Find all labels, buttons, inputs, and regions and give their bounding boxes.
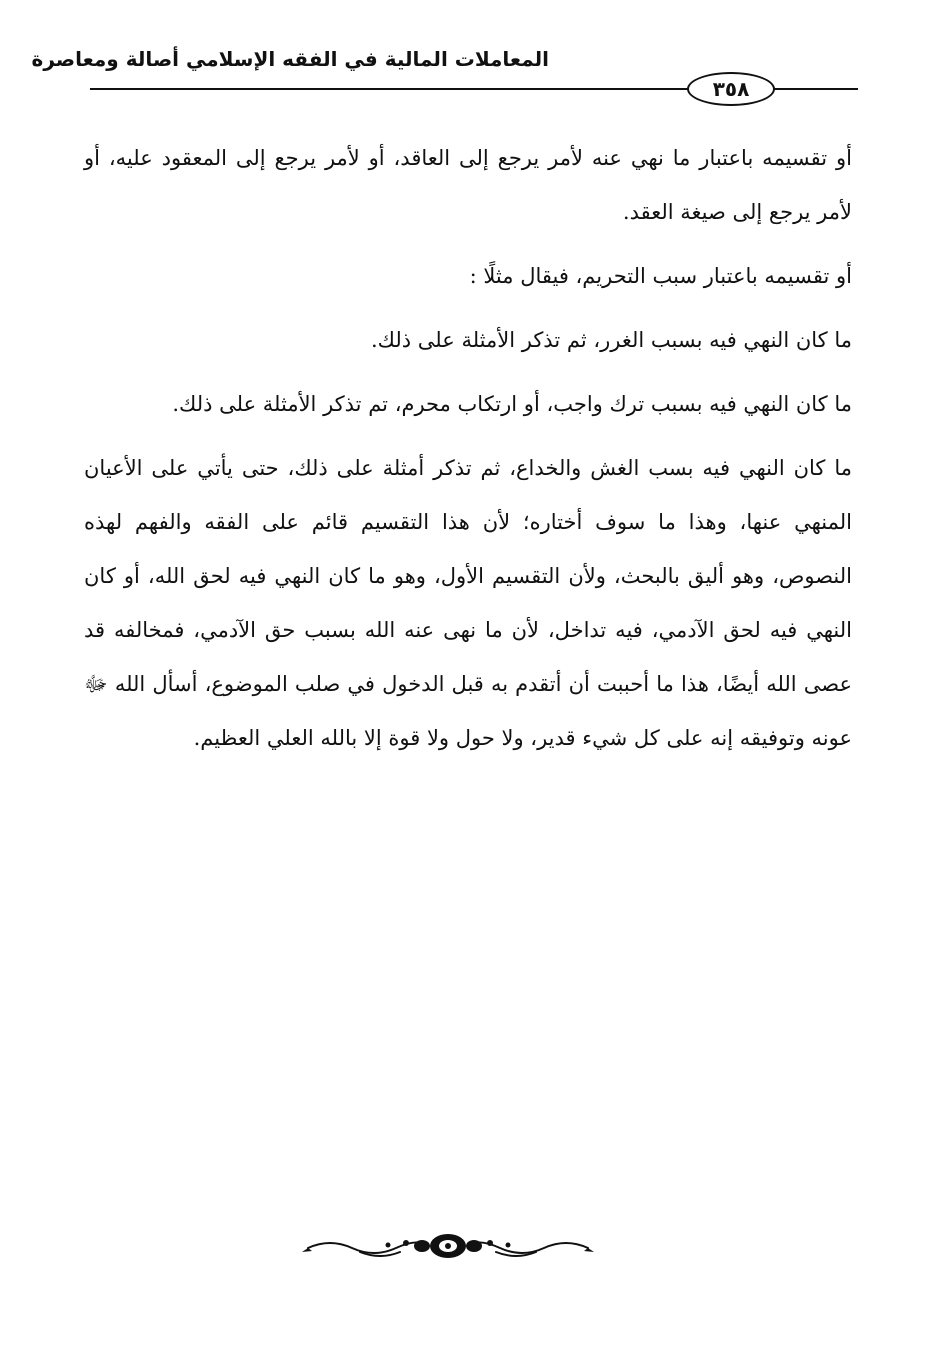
ornamental-divider-icon <box>300 1226 596 1266</box>
paragraph-5: ما كان النهي فيه بسب الغش والخداع، ثم تذكر أمثلة على ذلك، حتى يأتي على الأعيان المنهي عنها، وهذا ما سوف أختاره؛ لأن هذا التقسيم قائم على الفقه والفهم لهذه النصوص، وهو أليق بالبحث، ولأن التقسيم الأول، وهو ما كان النهي فيه لحق الله، أو كان النهي فيه لحق الآدمي، فيه تداخل، لأن ما نهى عنه الله بسبب حق الآدمي، فمخالفه قد عصى الله أيضًا، هذا ما أحببت أن أتقدم به قبل الدخول في صلب الموضوع، أسأل الله ﷻ عونه وتوفيقه إنه على كل شيء قدير، ولا حول ولا قوة إلا بالله العلي العظيم. <box>84 456 852 750</box>
running-title: المعاملات المالية في الفقه الإسلامي أصالة ومعاصرة <box>31 47 549 71</box>
paragraph-3: ما كان النهي فيه بسبب الغرر، ثم تذكر الأمثلة على ذلك. <box>370 328 852 352</box>
page-number: ٣٥٨ <box>687 72 775 106</box>
paragraph-4: ما كان النهي فيه بسبب ترك واجب، أو ارتكاب محرم، تم تذكر الأمثلة على ذلك. <box>172 392 852 416</box>
paragraph-2: أو تقسيمه باعتبار سبب التحريم، فيقال مثلًا : <box>469 264 852 288</box>
paragraph-1: أو تقسيمه باعتبار ما نهي عنه لأمر يرجع إلى العاقد، أو لأمر يرجع إلى المعقود عليه، أو لأمر يرجع إلى صيغة العقد. <box>84 146 852 224</box>
body-text <box>84 131 852 775</box>
